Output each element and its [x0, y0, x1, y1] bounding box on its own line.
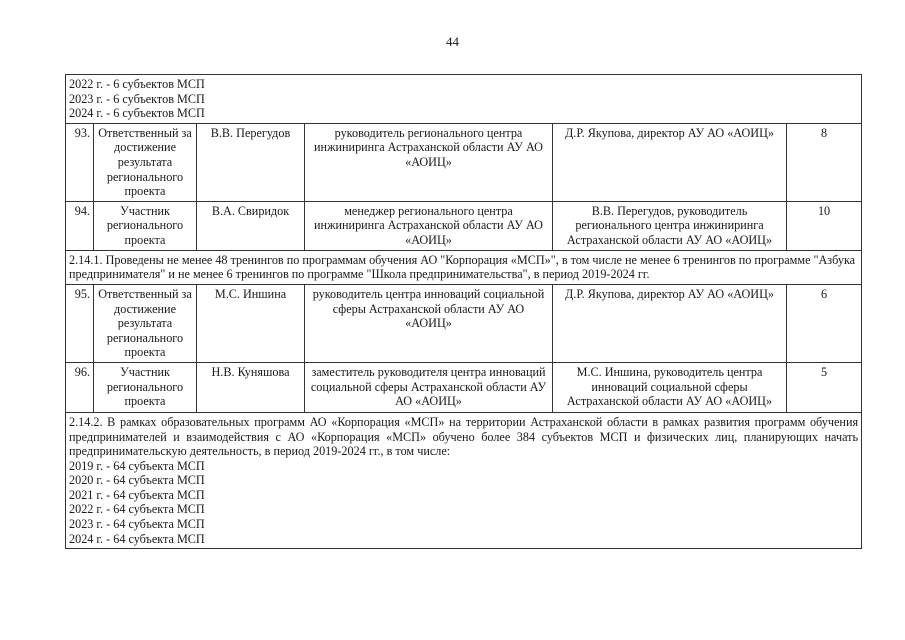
page-number: 44	[446, 34, 459, 49]
section-2-14-2	[66, 412, 862, 548]
name-cell: В.В. Перегудов	[197, 123, 305, 201]
supervisor-cell: М.С. Иншина, руководитель центра инноваций социальной сферы Астраханской области АУ АО «АОИЦ»	[553, 362, 787, 412]
position-cell: заместитель руководителя центра инноваций социальной сферы Астраханской области АУ АО «АОИЦ»	[305, 362, 553, 412]
position-cell: руководитель регионального центра инжиниринга Астраханской области АУ АО «АОИЦ»	[305, 123, 553, 201]
role-cell: Участник регионального проекта	[94, 201, 197, 250]
table-row	[66, 362, 862, 412]
section-heading-row	[66, 250, 862, 284]
table-row	[66, 284, 862, 362]
table-row	[66, 201, 862, 250]
section-block-row	[66, 412, 862, 548]
section-2-14-2-text: 2.14.2. В рамках образовательных программ АО «Корпорация «МСП» на территории Астраханской области в рамках развития программ обучения предпринимателей и взаимодействия с АО «Корпорация «МСП» обучено более 384 субъектов МСП и физических лиц, планирующих начать предпринимательскую деятельность, в период 2019-2024 гг., в том числе:	[69, 414, 859, 459]
target-line: 2022 г. - 64 субъекта МСП	[69, 502, 205, 517]
section-2-14-1: 2.14.1. Проведены не менее 48 тренингов по программам обучения АО "Корпорация «МСП»", в том числе не менее 6 тренингов по программе "Азбука предпринимателя" и не менее 6 тренингов по программе "Школа предпринимательства", в период 2019-2024 гг.	[66, 250, 862, 284]
name-cell: В.А. Свиридок	[197, 201, 305, 250]
name-cell: М.С. Иншина	[197, 284, 305, 362]
position-cell: менеджер регионального центра инжиниринга Астраханской области АУ АО «АОИЦ»	[305, 201, 553, 250]
target-line: 2024 г. - 6 субъектов МСП	[69, 106, 205, 121]
role-cell: Ответственный за достижение результата регионального проекта	[94, 284, 197, 362]
supervisor-cell: Д.Р. Якупова, директор АУ АО «АОИЦ»	[553, 123, 787, 201]
share-cell: 8	[787, 123, 862, 201]
row-number: 96.	[66, 362, 94, 412]
target-line: 2020 г. - 64 субъекта МСП	[69, 473, 205, 488]
target-line: 2019 г. - 64 субъекта МСП	[69, 458, 205, 473]
position-cell: руководитель центра инноваций социальной сферы Астраханской области АУ АО «АОИЦ»	[305, 284, 553, 362]
target-line: 2023 г. - 6 субъектов МСП	[69, 91, 205, 106]
row-number: 93.	[66, 123, 94, 201]
target-line: 2023 г. - 64 субъекта МСП	[69, 517, 205, 532]
row-number: 95.	[66, 284, 94, 362]
share-cell: 10	[787, 201, 862, 250]
target-line: 2024 г. - 64 субъекта МСП	[69, 531, 205, 546]
supervisor-cell: Д.Р. Якупова, директор АУ АО «АОИЦ»	[553, 284, 787, 362]
responsibility-table	[65, 74, 862, 549]
name-cell: Н.В. Куняшова	[197, 362, 305, 412]
target-years-cell	[66, 75, 862, 124]
supervisor-cell: В.В. Перегудов, руководитель регионального центра инжиниринга Астраханской области АУ АО «АОИЦ»	[553, 201, 787, 250]
row-number: 94.	[66, 201, 94, 250]
share-cell: 5	[787, 362, 862, 412]
target-line: 2022 г. - 6 субъектов МСП	[69, 77, 205, 91]
share-cell: 6	[787, 284, 862, 362]
role-cell: Ответственный за достижение результата регионального проекта	[94, 123, 197, 201]
target-line: 2021 г. - 64 субъекта МСП	[69, 487, 205, 502]
role-cell: Участник регионального проекта	[94, 362, 197, 412]
table-row	[66, 123, 862, 201]
target-years-row	[66, 75, 862, 124]
